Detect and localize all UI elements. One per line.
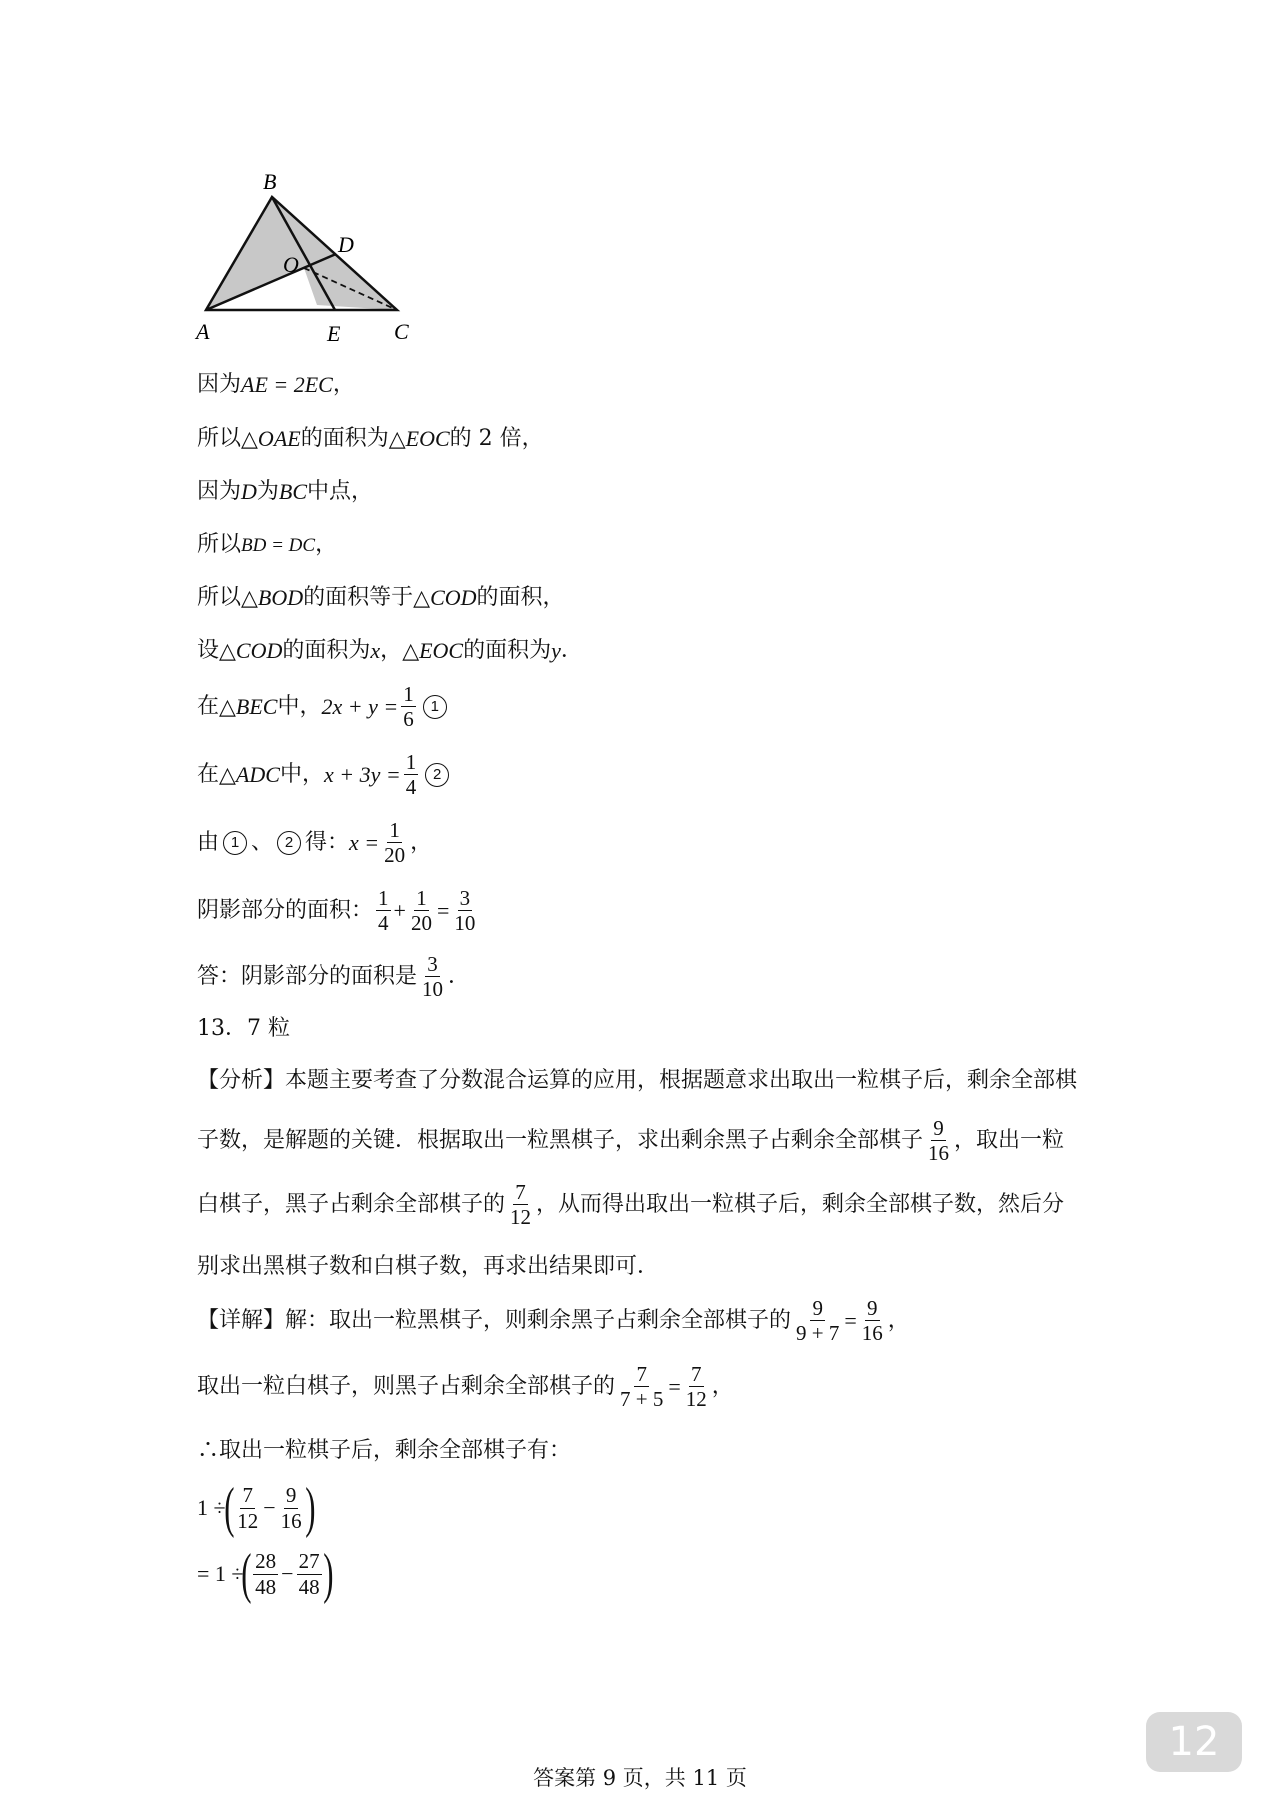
q13-calc-2: = 1 ÷ ( $\frac{28}{48}$ − $\frac{27}{48}$ ): [197, 1543, 334, 1605]
fraction: $\frac{1}{4}$: [405, 750, 417, 800]
circled-number: 2: [425, 763, 449, 787]
line-answer: 答：阴影部分的面积是 $\frac{3}{10}$ ．: [197, 952, 471, 1002]
line-solve-x: 由 1 、 2 得： x = $\frac{1}{20}$ ，: [197, 818, 433, 868]
fraction: $\frac{7}{12}$: [685, 1362, 707, 1412]
q13-detail-1: 【详解】解：取出一粒黑棋子，则剩余黑子占剩余全部棋子的 $\frac{9}{9 + 7}$ = $\frac{9}{16}$ ，: [197, 1296, 910, 1346]
line-bd-dc: 所以 BD = DC ，: [197, 532, 338, 557]
page-footer: 答案第 9 页，共 11 页: [533, 1766, 747, 1790]
line-ae-2ec: 因为 AE = 2EC ，: [197, 372, 355, 397]
label-b: B: [263, 169, 277, 194]
q13-calc-1: 1 ÷ ( $\frac{7}{12}$ − $\frac{9}{16}$ ): [197, 1477, 316, 1539]
q13-analysis-3: 白棋子，黑子占剩余全部棋子的 $\frac{7}{12}$ ，从而得出取出一粒棋子后，剩余全部棋子数，然后分: [197, 1180, 1065, 1230]
line-oae-area: 所以 △OAE 的面积为 △EOC 的 2 倍，: [197, 426, 544, 451]
q13-analysis-2: 子数，是解题的关键．根据取出一粒黑棋子，求出剩余黑子占剩余全部棋子 $\frac{9}{16}$ ，取出一粒: [197, 1116, 1065, 1166]
q13-analysis-4: 别求出黑棋子数和白棋子数，再求出结果即可．: [197, 1254, 660, 1279]
q13-detail-3: ∴取出一粒棋子后，剩余全部棋子有：: [197, 1438, 572, 1463]
fraction: $\frac{1}{4}$: [378, 886, 389, 936]
fraction: $\frac{3}{10}$: [454, 886, 476, 936]
fraction: $\frac{9}{16}$: [861, 1296, 883, 1346]
fraction: $\frac{1}{20}$: [384, 818, 406, 868]
line-eq2: 在 △ADC 中， x + 3y = $\frac{1}{4}$ 2: [197, 750, 453, 799]
label-c: C: [394, 319, 409, 344]
q13-analysis-1: 【分析】本题主要考查了分数混合运算的应用，根据题意求出取出一粒棋子后，剩余全部棋: [197, 1068, 1078, 1093]
fraction: $\frac{7}{12}$: [510, 1180, 532, 1230]
fraction: $\frac{1}{20}$: [410, 886, 432, 936]
line-eq1: 在 △BEC 中， 2x + y = $\frac{1}{6}$ 1: [197, 682, 451, 731]
triangle-figure: [190, 165, 430, 355]
circled-number: 2: [277, 831, 301, 855]
q13-title: 13．7 粒: [197, 1016, 290, 1041]
line-shaded-area: 阴影部分的面积： $\frac{1}{4}$ + $\frac{1}{20}$ = $\frac{3}{10}$: [197, 886, 476, 936]
fraction: $\frac{3}{10}$: [422, 952, 444, 1002]
line-d-midpoint: 因为 D 为 BC 中点，: [197, 479, 374, 504]
circled-number: 1: [223, 831, 247, 855]
label-a: A: [196, 319, 210, 344]
fraction: $\frac{1}{6}$: [403, 682, 414, 732]
q13-detail-2: 取出一粒白棋子，则黑子占剩余全部棋子的 $\frac{7}{7 + 5}$ = $\frac{7}{12}$ ，: [197, 1362, 734, 1412]
fraction: $\frac{27}{48}$: [298, 1549, 320, 1599]
line-bod-cod: 所以 △BOD 的面积等于 △COD 的面积，: [197, 585, 565, 610]
fraction: $\frac{7}{7 + 5}$: [620, 1362, 664, 1412]
page-number-badge[interactable]: 12: [1146, 1712, 1242, 1772]
label-d: D: [338, 232, 354, 257]
fraction: $\frac{28}{48}$: [255, 1549, 277, 1599]
label-o: O: [283, 252, 299, 277]
fraction: $\frac{9}{9 + 7}$: [796, 1296, 840, 1346]
fraction: $\frac{9}{16}$: [928, 1116, 950, 1166]
line-set-xy: 设 △COD 的面积为 x ， △EOC 的面积为 y ．: [197, 638, 583, 663]
fraction: $\frac{7}{12}$: [237, 1483, 259, 1533]
label-e: E: [327, 321, 341, 346]
circled-number: 1: [423, 695, 447, 719]
fraction: $\frac{9}{16}$: [280, 1483, 302, 1533]
